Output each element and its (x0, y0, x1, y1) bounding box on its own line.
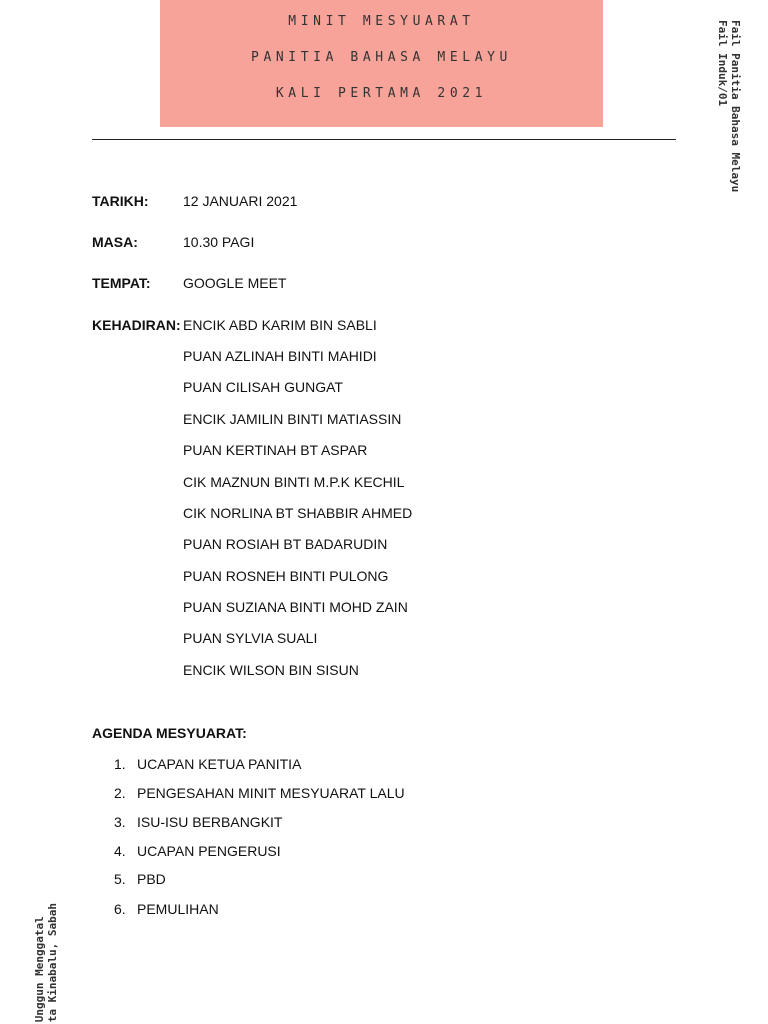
agenda-item (114, 871, 166, 887)
agenda-item-text: PEMULIHAN (137, 901, 219, 917)
tarikh-label: TARIKH: (92, 193, 149, 209)
agenda-item (114, 901, 219, 917)
attendee-item: PUAN SUZIANA BINTI MOHD ZAIN (183, 599, 408, 615)
agenda-title: AGENDA MESYUARAT: (92, 725, 247, 741)
agenda-item-number: 5. (114, 871, 126, 887)
attendee-item: CIK NORLINA BT SHABBIR AHMED (183, 505, 413, 521)
agenda-item-text: ISU-ISU BERBANGKIT (137, 814, 283, 830)
agenda-item-number: 3. (114, 814, 126, 830)
agenda-item (114, 814, 282, 830)
attendee-item: PUAN AZLINAH BINTI MAHIDI (183, 348, 377, 364)
masa-label: MASA: (92, 234, 138, 250)
tempat-value: GOOGLE MEET (183, 275, 287, 291)
agenda-item-number: 2. (114, 785, 126, 801)
attendee-item: PUAN ROSNEH BINTI PULONG (183, 568, 389, 584)
school-address-line-1: Unggun Menggatal (33, 916, 46, 1022)
school-address (33, 903, 59, 1022)
agenda-item-number: 1. (114, 756, 126, 772)
tempat-label: TEMPAT: (92, 275, 151, 291)
title-line-3: KALI PERTAMA 2021 (275, 86, 488, 101)
title-line-1: MINIT MESYUARAT (288, 14, 475, 29)
attendee-item: CIK MAZNUN BINTI M.P.K KECHIL (183, 474, 405, 490)
agenda-item-text: UCAPAN PENGERUSI (137, 843, 281, 859)
school-address-line-2: ta Kinabalu, Sabah (46, 902, 59, 1022)
agenda-item-number: 6. (114, 901, 126, 917)
file-reference (716, 20, 742, 192)
attendee-item: ENCIK ABD KARIM BIN SABLI (183, 317, 377, 333)
header-divider (92, 139, 676, 140)
attendee-item: ENCIK JAMILIN BINTI MATIASSIN (183, 411, 402, 427)
attendee-item: PUAN KERTINAH BT ASPAR (183, 442, 368, 458)
tarikh-value: 12 JANUARI 2021 (183, 193, 298, 209)
file-reference-line-1: Fail Panitia Bahasa Melayu (729, 20, 742, 193)
file-reference-line-2: Fail Induk/01 (716, 20, 729, 107)
agenda-item-text: PENGESAHAN MINIT MESYUARAT LALU (137, 785, 405, 801)
agenda-item (114, 785, 405, 801)
agenda-item-text: PBD (137, 871, 166, 887)
agenda-item-text: UCAPAN KETUA PANITIA (137, 756, 302, 772)
agenda-item-number: 4. (114, 843, 126, 859)
title-line-2: PANITIA BAHASA MELAYU (251, 50, 512, 65)
kehadiran-label: KEHADIRAN: (92, 317, 181, 333)
masa-value: 10.30 PAGI (183, 234, 255, 250)
attendee-item: PUAN ROSIAH BT BADARUDIN (183, 536, 388, 552)
attendee-item: PUAN SYLVIA SUALI (183, 630, 318, 646)
attendee-item: PUAN CILISAH GUNGAT (183, 379, 343, 395)
agenda-item (114, 843, 281, 859)
agenda-item (114, 756, 301, 772)
title-banner (160, 0, 603, 127)
attendee-item: ENCIK WILSON BIN SISUN (183, 662, 359, 678)
